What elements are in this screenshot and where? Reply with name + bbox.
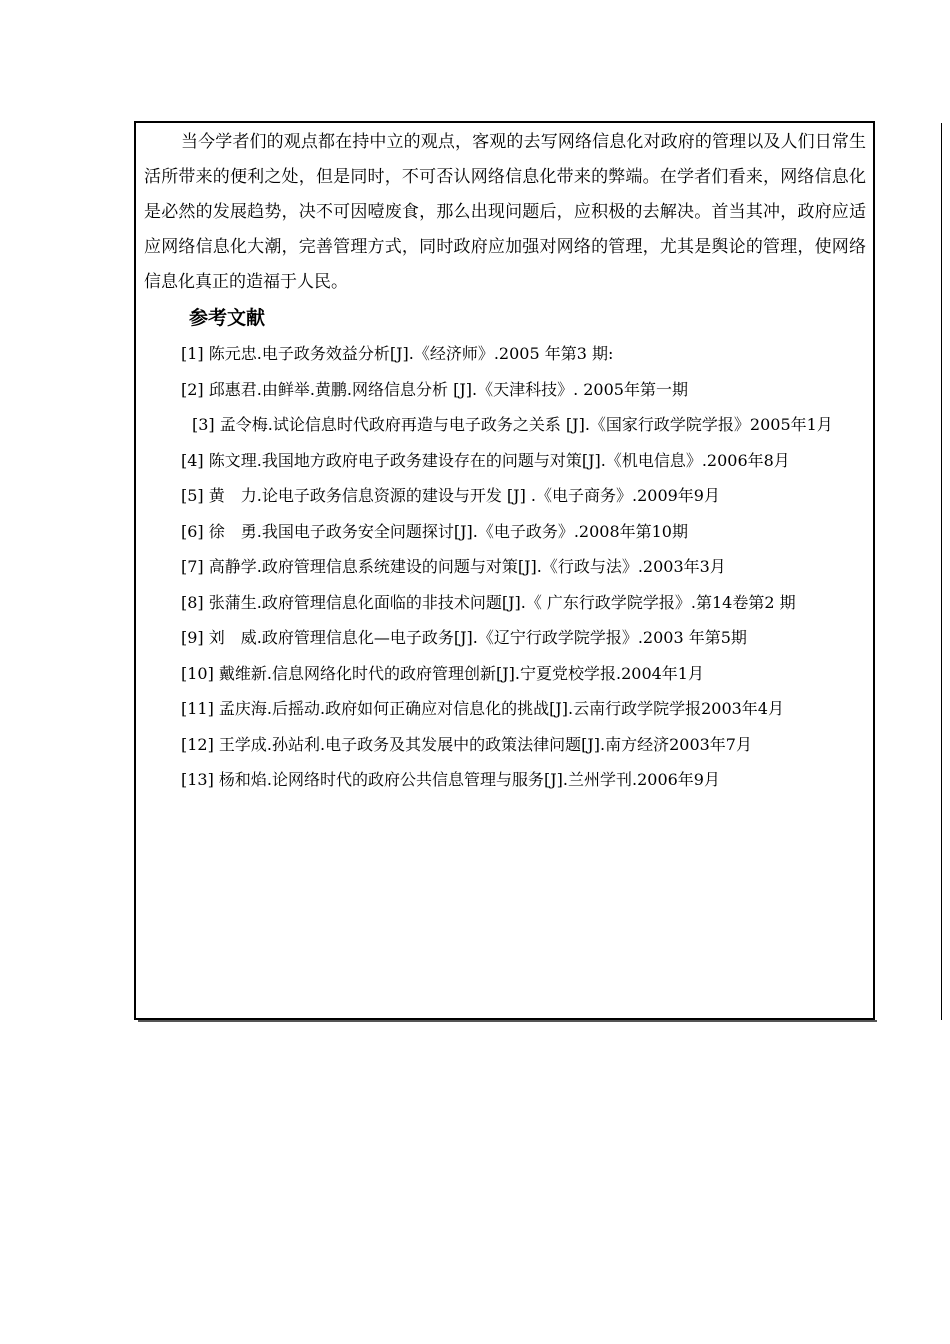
reference-item: [6] 徐 勇.我国电子政务安全问题探讨[J].《电子政务》.2008年第10期 [181,521,688,541]
document-frame [134,121,875,1020]
document-body [144,125,866,798]
reference-item: [3] 孟令梅.试论信息时代政府再造与电子政务之关系 [J].《国家行政学院学报》2005年1月 [192,415,833,434]
frame-bottom-shadow [138,1020,877,1022]
reference-item: [2] 邱惠君.由鲜举.黄鹏.网络信息分析 [J].《天津科技》. 2005年第一期 [181,379,688,399]
reference-item: [10] 戴维新.信息网络化时代的政府管理创新[J].宁夏党校学报.2004年1月 [181,663,704,683]
references-heading: 参考文献 [189,307,266,329]
reference-item: [4] 陈文理.我国地方政府电子政务建设存在的问题与对策[J].《机电信息》.2006年8月 [181,450,790,470]
page-edge-rule [941,123,942,1020]
reference-item: [9] 刘 威.政府管理信息化—电子政务[J].《辽宁行政学院学报》.2003 年第5期 [181,628,747,647]
reference-item: [12] 王学成.孙站利.电子政务及其发展中的政策法律问题[J].南方经济2003年7月 [181,734,752,754]
reference-item: [7] 高静学.政府管理信息系统建设的问题与对策[J].《行政与法》.2003年3月 [181,557,726,576]
reference-item: [5] 黄 力.论电子政务信息资源的建设与开发 [J] .《电子商务》.2009年9月 [181,486,720,505]
reference-item: [1] 陈元忠.电子政务效益分析[J].《经济师》.2005 年第3 期: [181,344,614,363]
body-paragraph: 当今学者们的观点都在持中立的观点，客观的去写网络信息化对政府的管理以及人们日常生活所带来的便利之处，但是同时，不可否认网络信息化带来的弊端。在学者们看来，网络信息化是必然的发展趋势，决不可因噎废食，那么出现问题后，应积极的去解决。首当其冲，政府应适应网络信息化大潮，完善管理方式，同时政府应加强对网络的管理，尤其是舆论的管理，使网络信息化真正的造福于人民。 [144,132,866,292]
reference-item: [8] 张蒲生.政府管理信息化面临的非技术问题[J].《 广东行政学院学报》.第14卷第2 期 [181,592,796,612]
reference-item: [11] 孟庆海.后摇动.政府如何正确应对信息化的挑战[J].云南行政学院学报2003年4月 [181,699,784,718]
reference-item: [13] 杨和焰.论网络时代的政府公共信息管理与服务[J].兰州学刊.2006年9月 [181,770,720,789]
